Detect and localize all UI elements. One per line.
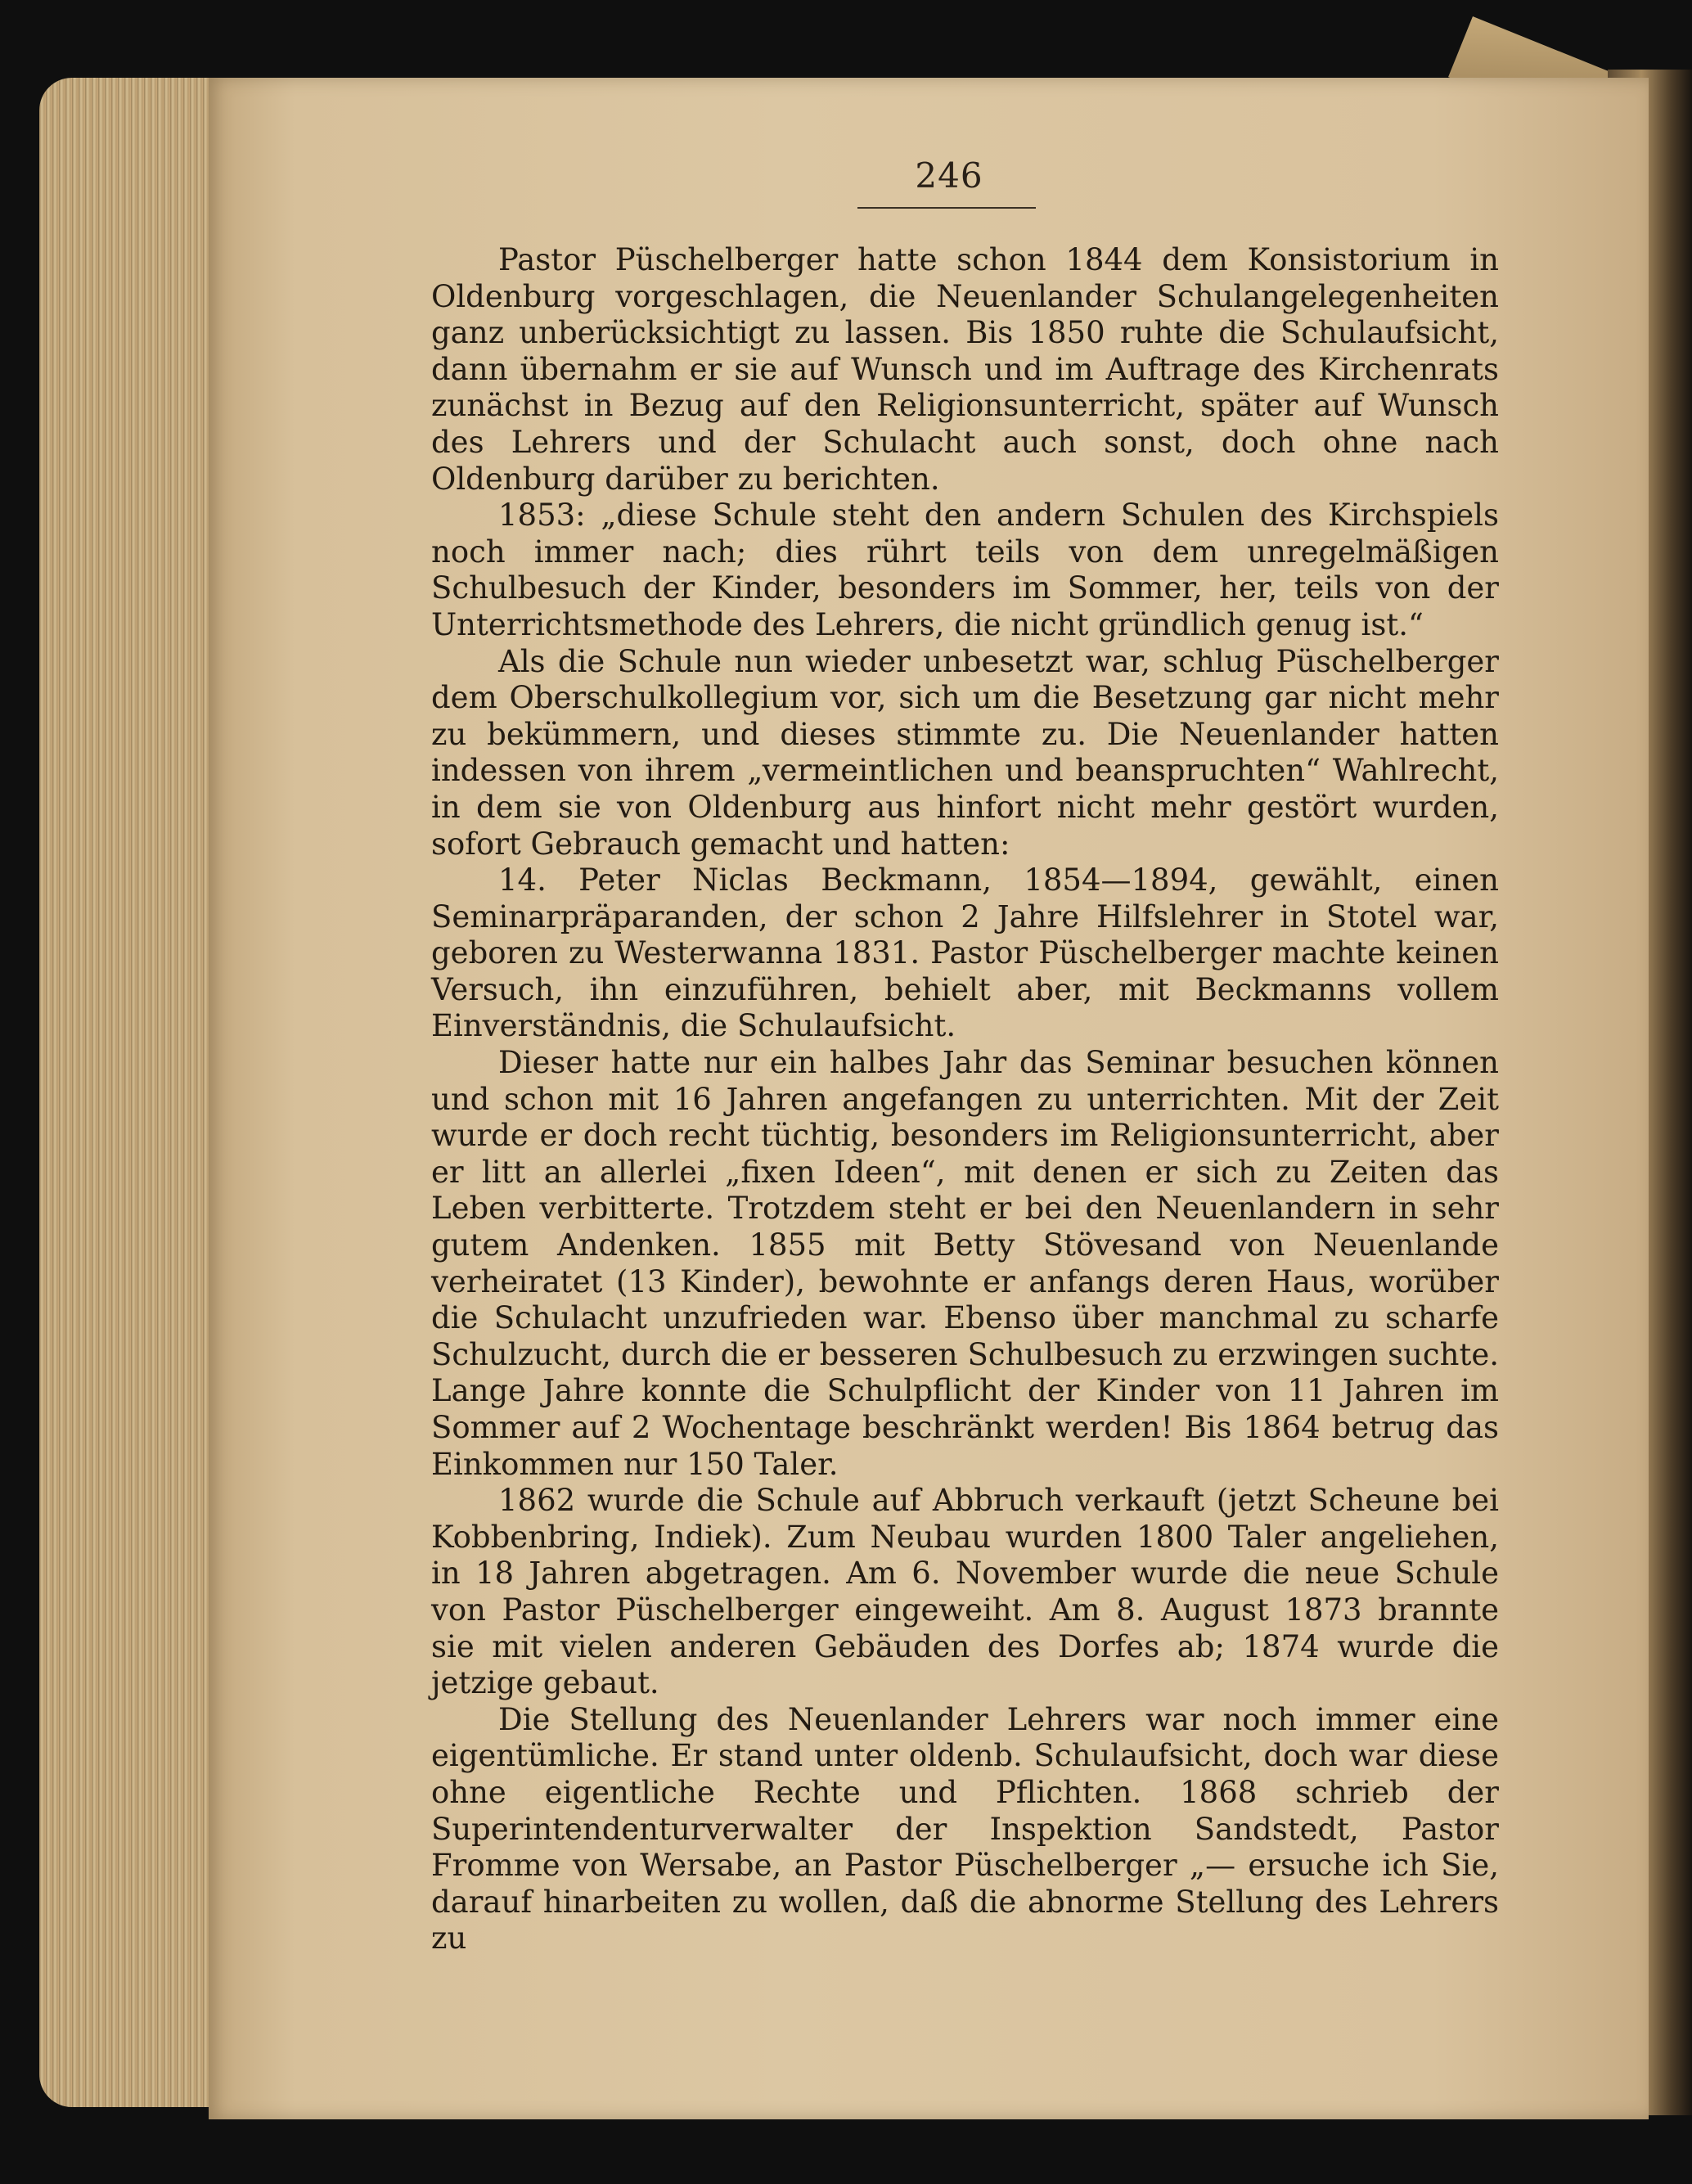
book-page-edges bbox=[39, 78, 236, 2107]
paragraph-5: Dieser hatte nur ein halbes Jahr das Seminar besuchen können und schon mit 16 Jahren angefangen zu unterrichten. Mit der Zeit wurde er doch recht tüchtig, besonders im Religionsunterricht, aber er litt an allerlei „fixen Ideen“, mit denen er sich zu Zeiten das Leben verbitterte. Trotzdem steht er bei den Neuenlandern in sehr gutem Andenken. 1855 mit Betty Stövesand von Neuenlande verheiratet (13 Kinder), bewohnte er anfangs deren Haus, worüber die Schulacht unzufrieden war. Ebenso über manchmal zu scharfe Schulzucht, durch die er besseren Schulbesuch zu erzwingen suchte. Lange Jahre konnte die Schulpflicht der Kinder von 11 Jahren im Sommer auf 2 Wochentage beschränkt werden! Bis 1864 betrug das Einkommen nur 150 Taler. bbox=[431, 1045, 1499, 1482]
body-text bbox=[431, 242, 1499, 1957]
page-number: 246 bbox=[915, 155, 983, 196]
paragraph-1: Pastor Püschelberger hatte schon 1844 dem Konsistorium in Oldenburg vorgeschlagen, die Neuenlander Schulangelegenheiten ganz unberücksichtigt zu lassen. Bis 1850 ruhte die Schulaufsicht, dann übernahm er sie auf Wunsch und im Auftrage des Kirchenrats zunächst in Bezug auf den Religionsunterricht, später auf Wunsch des Lehrers und der Schulacht auch sonst, doch ohne nach Oldenburg darüber zu berichten. bbox=[431, 242, 1499, 497]
paragraph-6: 1862 wurde die Schule auf Abbruch verkauft (jetzt Scheune bei Kobbenbring, Indiek). Zum Neubau wurden 1800 Taler angeliehen, in 18 Jahren abgetragen. Am 6. November wurde die neue Schule von Pastor Püschelberger eingeweiht. Am 8. August 1873 brannte sie mit vielen anderen Gebäuden des Dorfes ab; 1874 wurde die jetzige gebaut. bbox=[431, 1483, 1499, 1701]
page-number-rule bbox=[857, 207, 1036, 209]
paragraph-2: 1853: „diese Schule steht den andern Schulen des Kirchspiels noch immer nach; dies rührt teils von dem unregelmäßigen Schulbesuch der Kinder, besonders im Sommer, her, teils von der Unterrichtsmethode des Lehrers, die nicht gründlich genug ist.“ bbox=[431, 498, 1499, 642]
paragraph-7: Die Stellung des Neuenlander Lehrers war noch immer eine eigentümliche. Er stand unter oldenb. Schulaufsicht, doch war diese ohne eigentliche Rechte und Pflichten. 1868 schrieb der Superintendenturverwalter der Inspektion Sandstedt, Pastor Fromme von Wersabe, an Pastor Püschelberger „— ersuche ich Sie, darauf hinarbeiten zu wollen, daß die abnorme Stellung des Lehrers zu bbox=[431, 1701, 1499, 1957]
paragraph-3: Als die Schule nun wieder unbesetzt war, schlug Püschelberger dem Oberschulkollegium vor, sich um die Besetzung gar nicht mehr zu bekümmern, und dieses stimmte zu. Die Neuenlander hatten indessen von ihrem „vermeintlichen und beanspruchten“ Wahlrecht, in dem sie von Oldenburg aus hinfort nicht mehr gestört wurden, sofort Gebrauch gemacht und hatten: bbox=[431, 643, 1499, 862]
paragraph-4: 14. Peter Niclas Beckmann, 1854—1894, gewählt, einen Seminarpräparanden, der schon 2 Jahre Hilfslehrer in Stotel war, geboren zu Westerwanna 1831. Pastor Püschelberger machte keinen Versuch, ihn einzuführen, behielt aber, mit Beckmanns vollem Einverständnis, die Schulaufsicht. bbox=[431, 862, 1499, 1044]
